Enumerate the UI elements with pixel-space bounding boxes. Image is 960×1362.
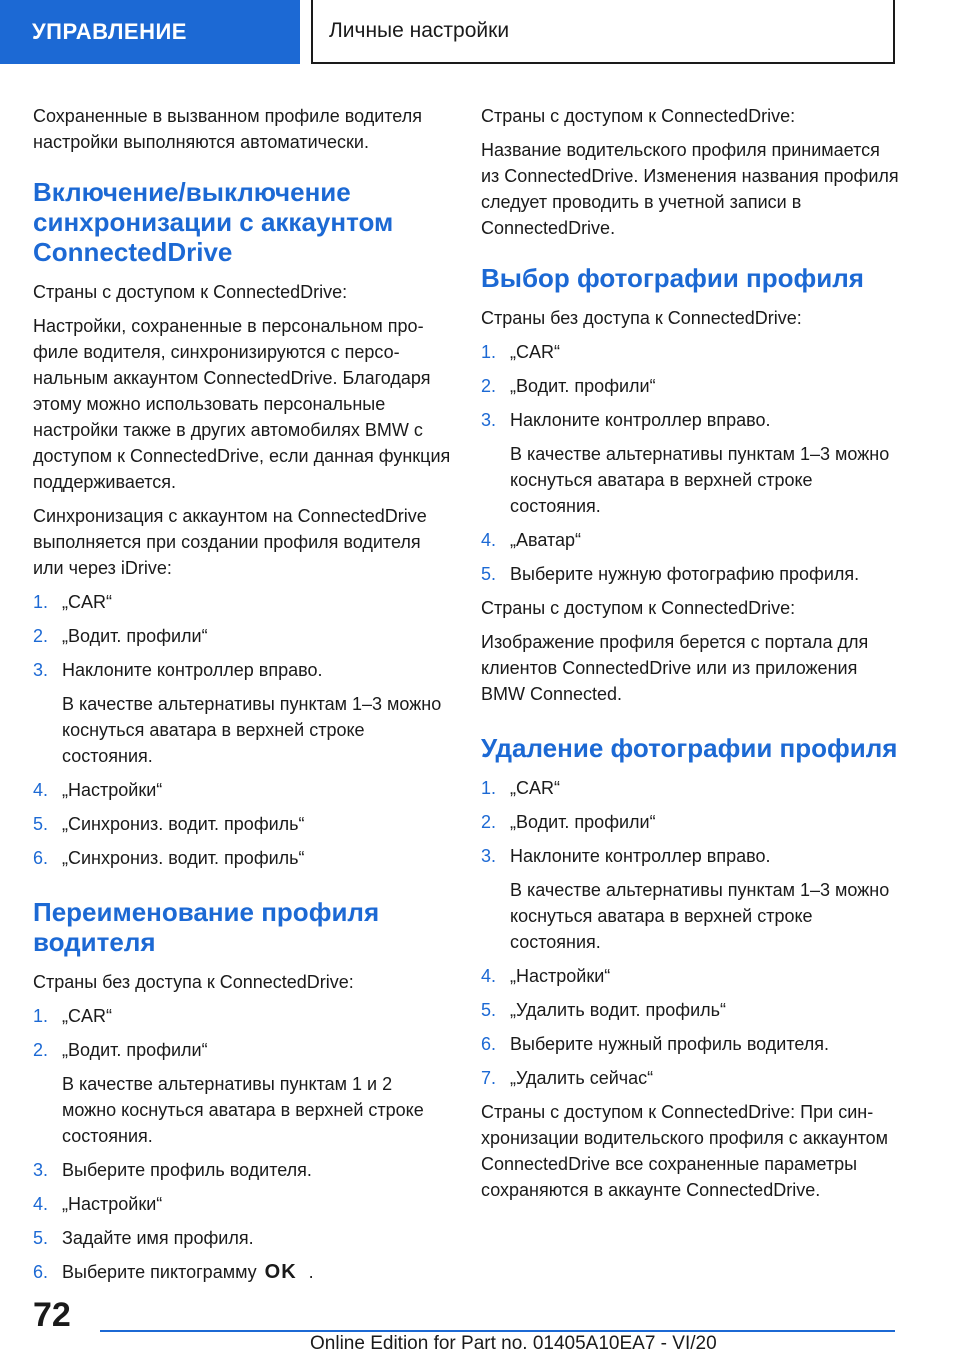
step-number: 3. bbox=[481, 410, 497, 430]
step-number: 2. bbox=[481, 812, 497, 832]
footer-divider bbox=[100, 1330, 895, 1332]
step-text: „Настройки“ bbox=[62, 1194, 163, 1214]
list-item bbox=[33, 811, 451, 837]
photo-paragraph-1: Страны без доступа к ConnectedDrive: bbox=[481, 308, 802, 328]
step-number: 6. bbox=[33, 1262, 49, 1282]
rename-paragraph-3: Название водительского профиля принимается из ConnectedDrive. Изменения названия профиля следует проводить в учетной записи в ConnectedDrive. bbox=[481, 140, 899, 238]
step-text: „CAR“ bbox=[62, 1006, 112, 1026]
list-item bbox=[33, 1191, 451, 1217]
list-item bbox=[481, 963, 899, 989]
step-text: „Водит. профили“ bbox=[510, 812, 656, 832]
step-text: Выберите профиль водителя. bbox=[62, 1160, 312, 1180]
step-text: „Аватар“ bbox=[510, 530, 582, 550]
list-item bbox=[481, 775, 899, 801]
step-note: В качестве альтернативы пунктам 1 и 2 можно коснуться аватара в верхней строке состояния. bbox=[62, 1074, 424, 1146]
step-note: В качестве альтернативы пунктам 1–3 можно коснуться аватара в верхней строке состояния. bbox=[510, 444, 890, 516]
chapter-title: Личные настройки bbox=[329, 19, 510, 42]
step-number: 2. bbox=[33, 1040, 49, 1060]
list-item bbox=[33, 777, 451, 803]
heading-rename: Переименование профиля водителя bbox=[33, 897, 380, 957]
list-item bbox=[481, 1031, 899, 1057]
footer-edition: Online Edition for Part no. 01405A10EA7 - VI/20 bbox=[310, 1333, 717, 1354]
list-item bbox=[481, 561, 899, 587]
step-text: „Настройки“ bbox=[510, 966, 611, 986]
step-number: 5. bbox=[481, 564, 497, 584]
step-note: В качестве альтернативы пунктам 1–3 можно коснуться аватара в верхней строке состояния. bbox=[510, 880, 890, 952]
list-item bbox=[33, 845, 451, 871]
list-item bbox=[33, 1259, 451, 1285]
step-number: 7. bbox=[481, 1068, 497, 1088]
list-item bbox=[33, 657, 451, 683]
step-number: 5. bbox=[33, 1228, 49, 1248]
section-tab bbox=[0, 0, 300, 64]
step-number: 2. bbox=[33, 626, 49, 646]
step-text: „Синхрониз. водит. профиль“ bbox=[62, 848, 305, 868]
step-text: Наклоните контроллер вправо. bbox=[510, 846, 771, 866]
list-item bbox=[481, 373, 899, 399]
step-number: 4. bbox=[481, 530, 497, 550]
list-item bbox=[481, 1065, 899, 1091]
step-number: 3. bbox=[33, 1160, 49, 1180]
step-number: 5. bbox=[481, 1000, 497, 1020]
page-number: 72 bbox=[33, 1296, 71, 1334]
list-item bbox=[33, 623, 451, 649]
step-number: 3. bbox=[481, 846, 497, 866]
step-text: „CAR“ bbox=[62, 592, 112, 612]
chapter-header bbox=[311, 0, 895, 64]
step-number: 4. bbox=[33, 780, 49, 800]
ok-icon: OK bbox=[264, 1261, 297, 1283]
sync-paragraph-2: Настройки, сохраненные в персональном профиле водителя, синхронизируются с персональным аккаунтом ConnectedDrive. Благодаря этому можно использовать персональные настройки также в других автомобилях BMW с доступом к ConnectedDrive, если данная функция поддерживается. bbox=[33, 316, 451, 492]
step-text: Задайте имя профиля. bbox=[62, 1228, 254, 1248]
step-number: 1. bbox=[33, 1006, 49, 1026]
step-number: 1. bbox=[481, 778, 497, 798]
step-text: Наклоните контроллер вправо. bbox=[62, 660, 323, 680]
step-text: „Водит. профили“ bbox=[510, 376, 656, 396]
list-item bbox=[33, 1037, 451, 1063]
list-item bbox=[481, 997, 899, 1023]
sync-paragraph-1: Страны с доступом к ConnectedDrive: bbox=[33, 282, 348, 302]
step-note: В качестве альтернативы пунктам 1–3 можно коснуться аватара в верхней строке состояния. bbox=[62, 694, 442, 766]
step-text: „Удалить водит. профиль“ bbox=[510, 1000, 727, 1020]
step-text: „CAR“ bbox=[510, 778, 560, 798]
trailing-dot: . bbox=[308, 1262, 314, 1282]
list-item bbox=[481, 843, 899, 869]
step-number: 4. bbox=[33, 1194, 49, 1214]
photo-paragraph-3: Изображение профиля берется с портала для клиентов ConnectedDrive или из приложения BMW Connected. bbox=[481, 632, 869, 704]
delete-paragraph-1: Страны с доступом к ConnectedDrive: При синхронизации водительского профиля с аккаунтом ConnectedDrive все сохраненные параметры сохраняются в аккаунте ConnectedDrive. bbox=[481, 1102, 889, 1200]
step-text: „Удалить сейчас“ bbox=[510, 1068, 654, 1088]
list-item bbox=[481, 407, 899, 433]
step-text: „Настройки“ bbox=[62, 780, 163, 800]
step-number: 2. bbox=[481, 376, 497, 396]
section-title: УПРАВЛЕНИЕ bbox=[32, 19, 187, 44]
step-text: Наклоните контроллер вправо. bbox=[510, 410, 771, 430]
list-item bbox=[33, 1157, 451, 1183]
right-column bbox=[481, 103, 899, 1211]
step-number: 3. bbox=[33, 660, 49, 680]
heading-photo: Выбор фотографии профиля bbox=[481, 263, 864, 293]
list-item bbox=[481, 809, 899, 835]
photo-paragraph-2: Страны с доступом к ConnectedDrive: bbox=[481, 598, 796, 618]
step-number: 1. bbox=[481, 342, 497, 362]
step-text: Выберите нужную фотографию профиля. bbox=[510, 564, 860, 584]
step-text bbox=[62, 1259, 451, 1285]
left-column bbox=[33, 103, 451, 1293]
step-number: 5. bbox=[33, 814, 49, 834]
heading-sync: Включение/выключение синхронизации с аккаунтом ConnectedDrive bbox=[33, 177, 394, 267]
heading-delete: Удаление фотографии профиля bbox=[481, 733, 898, 763]
sync-paragraph-3: Синхронизация с аккаунтом на ConnectedDrive выполняется при создании профиля водителя или через iDrive: bbox=[33, 506, 427, 578]
rename-paragraph-1: Страны без доступа к ConnectedDrive: bbox=[33, 972, 354, 992]
step-text: „Водит. профили“ bbox=[62, 626, 208, 646]
list-item bbox=[33, 1225, 451, 1251]
intro-paragraph: Сохраненные в вызванном профиле водителя настройки выполняются автоматически. bbox=[33, 106, 422, 152]
step-text-label: Выберите пиктограмму bbox=[62, 1262, 257, 1282]
list-item bbox=[481, 339, 899, 365]
step-text: „Синхрониз. водит. профиль“ bbox=[62, 814, 305, 834]
list-item bbox=[481, 527, 899, 553]
step-text: „Водит. профили“ bbox=[62, 1040, 208, 1060]
step-number: 6. bbox=[481, 1034, 497, 1054]
step-number: 4. bbox=[481, 966, 497, 986]
step-number: 1. bbox=[33, 592, 49, 612]
list-item bbox=[33, 589, 451, 615]
list-item bbox=[33, 1003, 451, 1029]
step-text: „CAR“ bbox=[510, 342, 560, 362]
step-number: 6. bbox=[33, 848, 49, 868]
rename-paragraph-2: Страны с доступом к ConnectedDrive: bbox=[481, 106, 796, 126]
step-text: Выберите нужный профиль водителя. bbox=[510, 1034, 830, 1054]
